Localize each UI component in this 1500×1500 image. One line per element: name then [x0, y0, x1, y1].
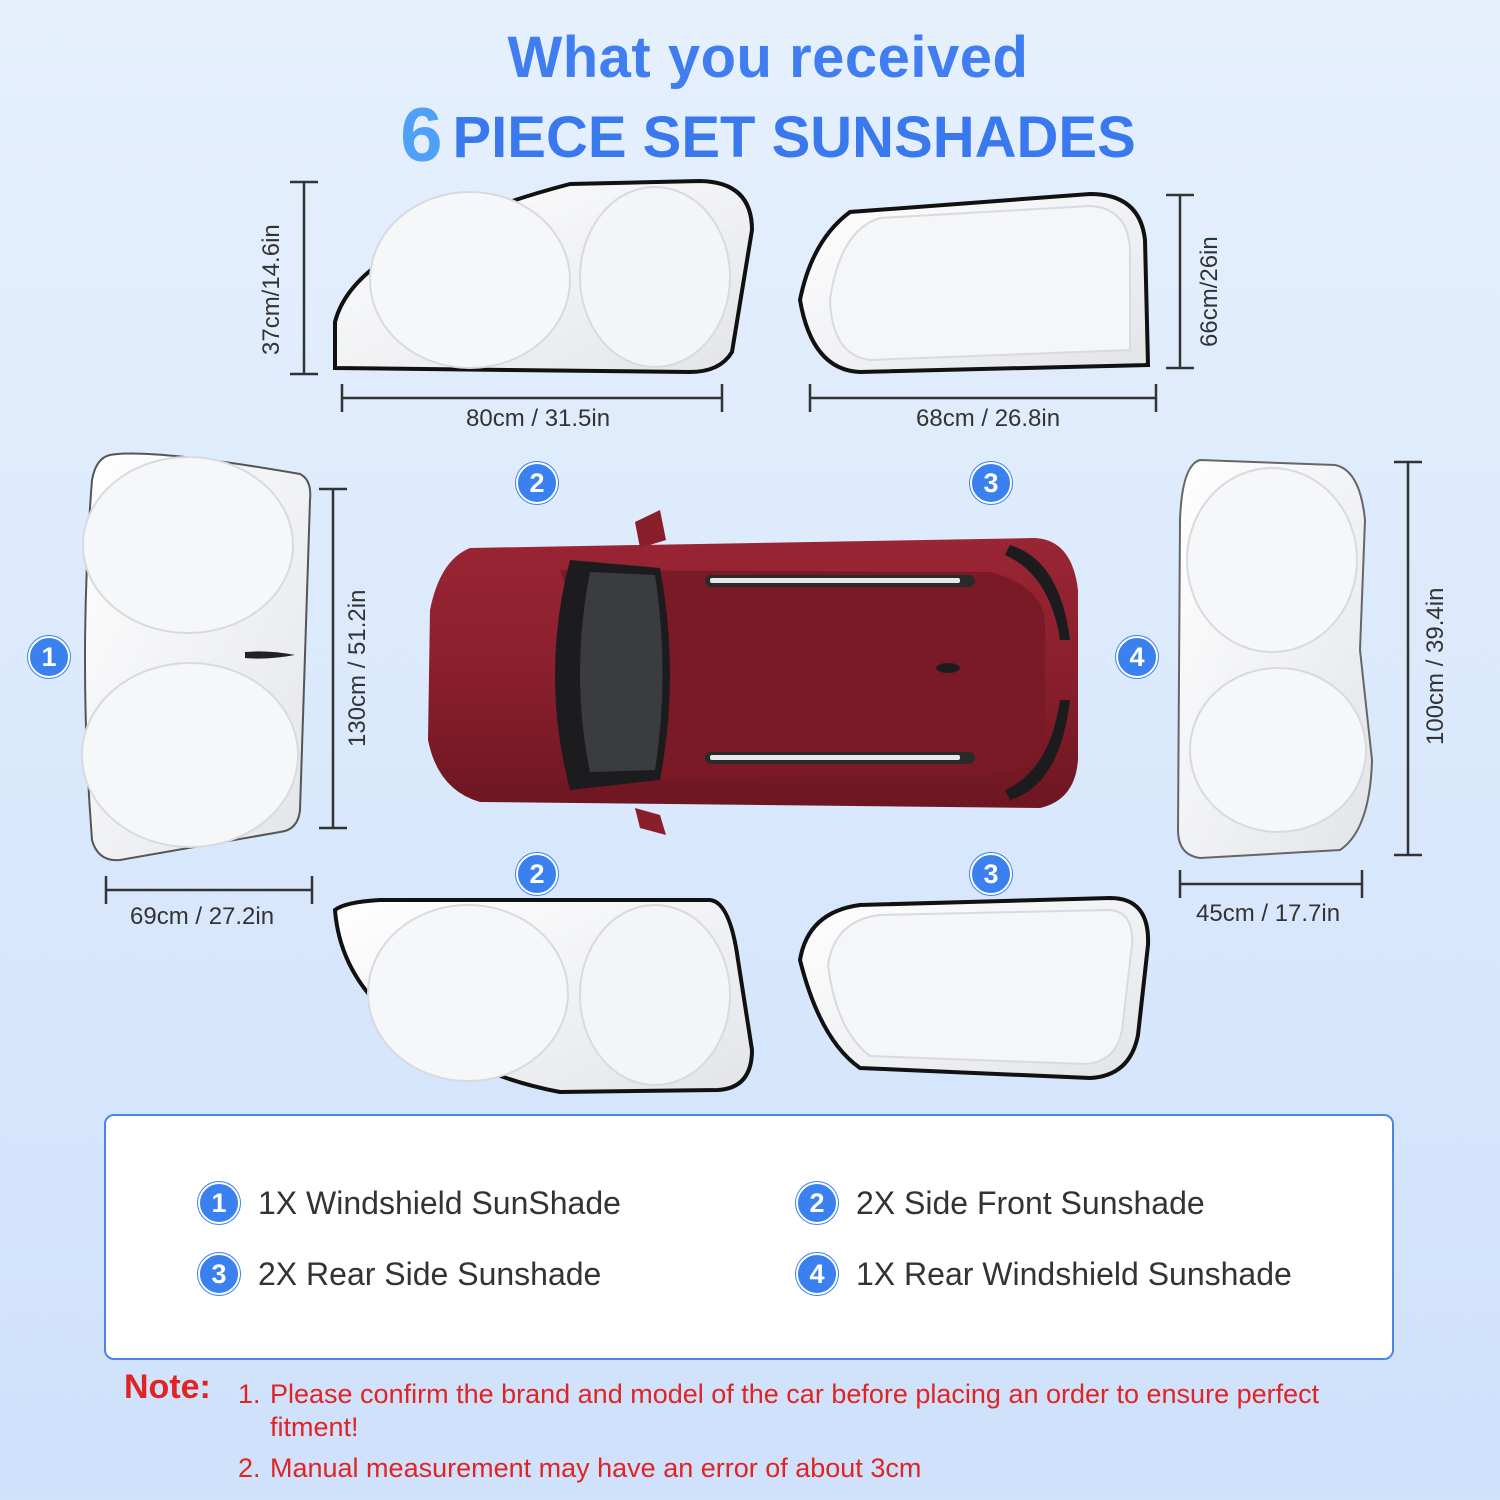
side-front-shade-bottom [335, 900, 752, 1092]
note-text: Please confirm the brand and model of the car before placing an order to ensure perfect fitment! [270, 1379, 1320, 1442]
legend-item-rear-windshield [796, 1253, 1292, 1295]
legend-badge: 2 [796, 1182, 838, 1224]
rear-windshield-width-label: 45cm / 17.7in [1196, 900, 1341, 927]
legend-label: 1X Windshield SunShade [258, 1184, 621, 1221]
contents-legend [104, 1114, 1394, 1360]
side-front-shade-top [335, 181, 752, 372]
legend-badge: 3 [198, 1253, 240, 1295]
note-text: Manual measurement may have an error of about 3cm [270, 1453, 922, 1483]
badge-rear-side-bottom: 3 [970, 853, 1012, 895]
rear-side-shade-top [800, 194, 1148, 372]
legend-item-windshield [198, 1182, 621, 1224]
note-number: 1. [238, 1379, 261, 1409]
windshield-width-label: 69cm / 27.2in [130, 903, 275, 930]
title-set-text: PIECE SET SUNSHADES [452, 105, 1136, 170]
badge-side-front-top: 2 [516, 462, 558, 504]
legend-badge: 1 [198, 1182, 240, 1224]
note-number: 2. [238, 1453, 261, 1483]
windshield-shade [82, 454, 310, 861]
legend-badge: 4 [796, 1253, 838, 1295]
rear-side-shade-bottom [800, 898, 1148, 1078]
rear-side-height-label: 66cm/26in [1196, 236, 1223, 347]
badge-rear-side-top: 3 [970, 462, 1012, 504]
legend-label: 2X Side Front Sunshade [856, 1184, 1205, 1221]
car-top-view [428, 510, 1078, 835]
rear-windshield-shade [1178, 460, 1372, 858]
badge-windshield: 1 [28, 636, 70, 678]
note-item-2 [238, 1452, 1400, 1485]
note-label: Note: [124, 1368, 211, 1406]
rear-windshield-height-label: 100cm / 39.4in [1422, 587, 1449, 745]
piece-count: 6 [400, 93, 443, 178]
note-item-1 [238, 1378, 1400, 1444]
badge-side-front-bottom: 2 [516, 853, 558, 895]
badge-rear-windshield: 4 [1116, 636, 1158, 678]
legend-item-side-front [796, 1182, 1205, 1224]
windshield-height-label: 130cm / 51.2in [344, 589, 371, 747]
legend-label: 1X Rear Windshield Sunshade [856, 1255, 1292, 1292]
side-front-height-label: 37cm/14.6in [258, 224, 285, 355]
legend-item-rear-side [198, 1253, 601, 1295]
legend-label: 2X Rear Side Sunshade [258, 1255, 602, 1292]
title-line-1: What you received [507, 25, 1029, 90]
rear-side-width-label: 68cm / 26.8in [916, 405, 1061, 432]
side-front-width-label: 80cm / 31.5in [466, 405, 611, 432]
